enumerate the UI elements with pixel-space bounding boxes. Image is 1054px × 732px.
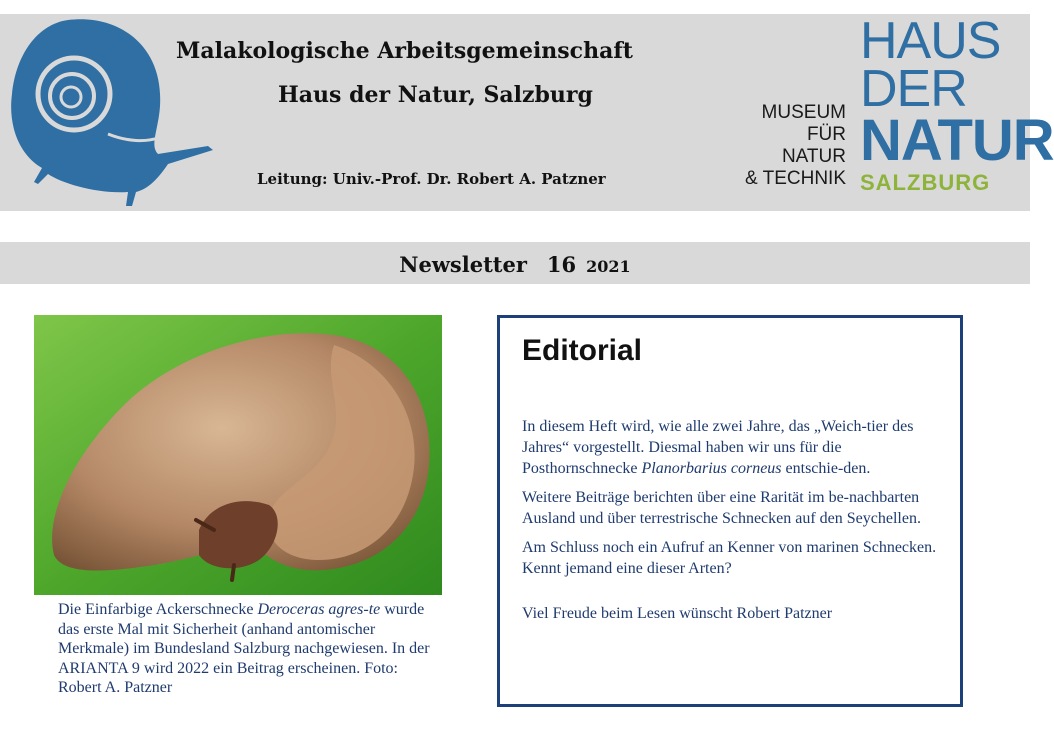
editorial-paragraph: Weitere Beiträge berichten über eine Rarität im be-nachbarten Ausland und über terrestrische Schnecken auf den Seychellen. [522, 489, 921, 527]
museum-label [738, 102, 846, 190]
editorial-text: entschie-den. [781, 460, 871, 477]
slug-photo [34, 315, 442, 595]
caption-species: Deroceras agres-te [257, 601, 381, 618]
org-subtitle: Haus der Natur, Salzburg [278, 82, 593, 108]
editorial-paragraph: Am Schluss noch ein Aufruf an Kenner von marinen Schnecken. Kennt jemand eine dieser Arten? [522, 539, 937, 577]
editorial-signature: Viel Freude beim Lesen wünscht Robert Patzner [522, 605, 833, 622]
logo-line-salzburg: SALZBURG [860, 170, 991, 196]
editorial-species: Planorbarius corneus [641, 460, 782, 477]
leitung-line: Leitung: Univ.-Prof. Dr. Robert A. Patzner [257, 170, 606, 188]
editorial-box [497, 315, 963, 707]
editorial-text: In diesem Heft wird, wie alle zwei Jahre, das „Weich-tier des Jahres“ vorgestellt. Diesmal haben wir uns für die Posthornschnecke [522, 418, 914, 477]
logo-line-haus: HAUS [860, 12, 1001, 70]
museum-line: MUSEUM [761, 102, 846, 123]
haus-der-natur-logo [860, 12, 1054, 196]
editorial-paragraph [522, 416, 942, 479]
logo-line-natur: NATUR [860, 107, 1054, 173]
photo-caption [58, 600, 443, 698]
org-title: Malakologische Arbeitsgemeinschaft [176, 38, 633, 64]
caption-text: Die Einfarbige Ackerschnecke [58, 601, 258, 618]
editorial-body [522, 416, 942, 632]
newsletter-heading [0, 252, 1030, 277]
museum-line: FÜR NATUR [781, 124, 846, 167]
newsletter-number: 16 [546, 252, 577, 277]
logo-line-der: DER [860, 59, 967, 118]
museum-line: & TECHNIK [744, 168, 846, 189]
caption-text: wurde das erste Mal mit Sicherheit (anhand antomischer Merkmale) im Bundesland Salzburg nachgewiesen. In der ARIANTA 9 wird 2022 ein Beitrag erscheinen. Foto: Robert A. Patzner [58, 601, 430, 696]
newsletter-label: Newsletter [399, 252, 527, 277]
newsletter-year: 2021 [586, 257, 631, 276]
editorial-title: Editorial [522, 334, 643, 367]
